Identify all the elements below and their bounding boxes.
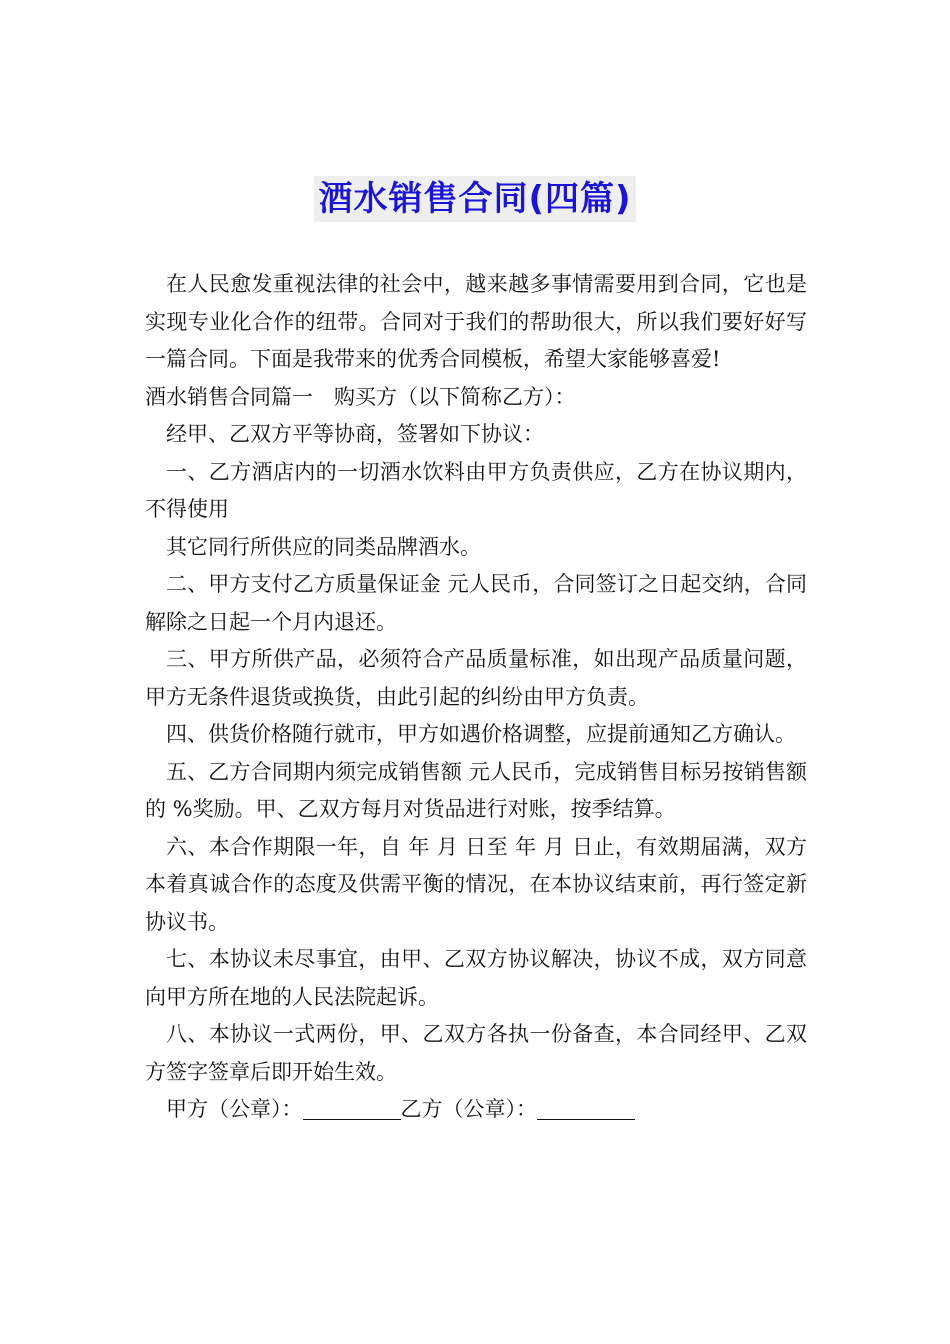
clause-4: 四、供货价格随行就市，甲方如遇价格调整，应提前通知乙方确认。 <box>166 722 796 746</box>
clause-2: 二、甲方支付乙方质量保证金 元人民币，合同签订之日起交纳，合同解除之日起一个月内退还。 <box>145 572 807 634</box>
clause-6: 六、本合作期限一年，自 年 月 日至 年 月 日止，有效期届满，双方本着真诚合作的态度及供需平衡的情况，在本协议结束前，再行签定新协议书。 <box>145 834 807 934</box>
signature-row <box>145 1091 807 1129</box>
signature-party-b-line <box>537 1098 635 1120</box>
title-container <box>0 176 950 222</box>
document-body <box>145 266 807 1129</box>
section-heading: 酒水销售合同篇一 购买方（以下简称乙方）： <box>145 384 576 409</box>
clause-3: 三、甲方所供产品，必须符合产品质量标准，如出现产品质量问题，甲方无条件退货或换货，由此引起的纠纷由甲方负责。 <box>145 647 807 709</box>
clause-5: 五、乙方合同期内须完成销售额 元人民币，完成销售目标另按销售额的 %奖励。甲、乙双方每月对货品进行对账，按季结算。 <box>145 759 807 821</box>
clause-7: 七、本协议未尽事宜，由甲、乙双方协议解决，协议不成，双方同意向甲方所在地的人民法院起诉。 <box>145 947 807 1009</box>
clause-1: 一、乙方酒店内的一切酒水饮料由甲方负责供应，乙方在协议期内，不得使用 <box>145 459 807 521</box>
intro-paragraph: 在人民愈发重视法律的社会中，越来越多事情需要用到合同，它也是实现专业化合作的纽带。合同对于我们的帮助很大，所以我们要好好写一篇合同。下面是我带来的优秀合同模板，希望大家能够喜爱! <box>145 272 807 371</box>
signature-party-a-label: 甲方（公章）： <box>166 1097 303 1121</box>
lead-paragraph: 经甲、乙双方平等协商，签署如下协议： <box>166 422 544 446</box>
signature-party-b-label: 乙方（公章）： <box>400 1097 537 1121</box>
document-title: 酒水销售合同(四篇) <box>314 176 635 222</box>
signature-party-a-line <box>303 1098 401 1120</box>
clause-1-continued: 其它同行所供应的同类品牌酒水。 <box>166 534 481 559</box>
clause-8: 八、本协议一式两份，甲、乙双方各执一份备查，本合同经甲、乙双方签字签章后即开始生效。 <box>145 1022 807 1084</box>
